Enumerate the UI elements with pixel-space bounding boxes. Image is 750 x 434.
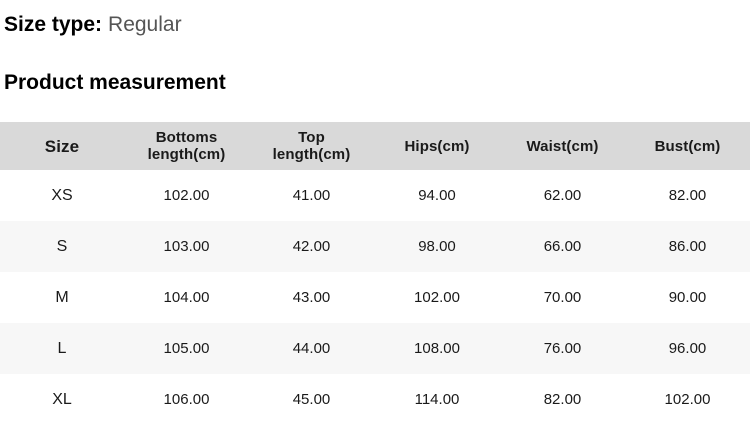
table-header [0,122,750,170]
cell-bust: 86.00 [668,237,707,255]
cell-hips: 102.00 [414,288,460,306]
cell-top-length: 44.00 [292,339,331,357]
cell-hips: 94.00 [418,186,456,204]
size-type-line [0,12,182,38]
cell-bottoms-length: 106.00 [163,390,210,408]
column-header-waist-line1: Waist(cm) [526,137,599,155]
cell-bottoms-length: 104.00 [163,288,210,306]
cell-size: M [55,288,69,306]
table-body [0,170,750,425]
cell-bust: 96.00 [668,339,707,357]
column-header-size [0,122,124,170]
cell-waist: 76.00 [543,339,582,357]
table-row [0,323,750,374]
cell-hips: 108.00 [414,339,460,357]
column-header-hips-line1: Hips(cm) [404,137,470,155]
cell-bottoms-length: 102.00 [163,186,210,204]
cell-bust: 90.00 [668,288,707,306]
table-row [0,221,750,272]
table-header-row [0,122,750,170]
column-header-hips [374,122,500,170]
cell-hips: 114.00 [414,390,460,408]
column-header-bottoms-length-line1: Bottoms [155,129,218,146]
cell-size: XL [52,390,72,408]
cell-bottoms-length: 105.00 [163,339,210,357]
cell-waist: 82.00 [543,390,582,408]
product-measurement-title: Product measurement [4,71,226,94]
cell-top-length: 41.00 [292,186,331,204]
size-type-value: Regular [108,13,182,36]
column-header-bottoms-length-line2: length(cm) [147,146,226,163]
cell-bust: 102.00 [664,390,711,408]
cell-waist: 70.00 [543,288,582,306]
cell-bottoms-length: 103.00 [163,237,210,255]
cell-waist: 62.00 [543,186,582,204]
cell-bust: 82.00 [668,186,707,204]
column-header-bottoms-length [124,122,249,170]
cell-top-length: 45.00 [292,390,331,408]
cell-size: L [57,339,67,357]
cell-hips: 98.00 [418,237,456,255]
cell-top-length: 43.00 [292,288,331,306]
column-header-top-length-line1: Top [298,129,325,146]
table-row [0,374,750,425]
cell-waist: 66.00 [543,237,582,255]
cell-size: S [56,237,68,255]
product-measurement-table [0,122,750,425]
cell-top-length: 42.00 [292,237,331,255]
table-row [0,272,750,323]
column-header-bust [625,122,750,170]
column-header-top-length-line2: length(cm) [272,146,351,163]
table-row [0,170,750,221]
column-header-waist [500,122,625,170]
column-header-bust-line1: Bust(cm) [654,137,721,155]
size-type-label: Size type: [4,13,103,36]
column-header-size-line1: Size [44,136,80,156]
cell-size: XS [51,186,73,204]
column-header-top-length [249,122,374,170]
